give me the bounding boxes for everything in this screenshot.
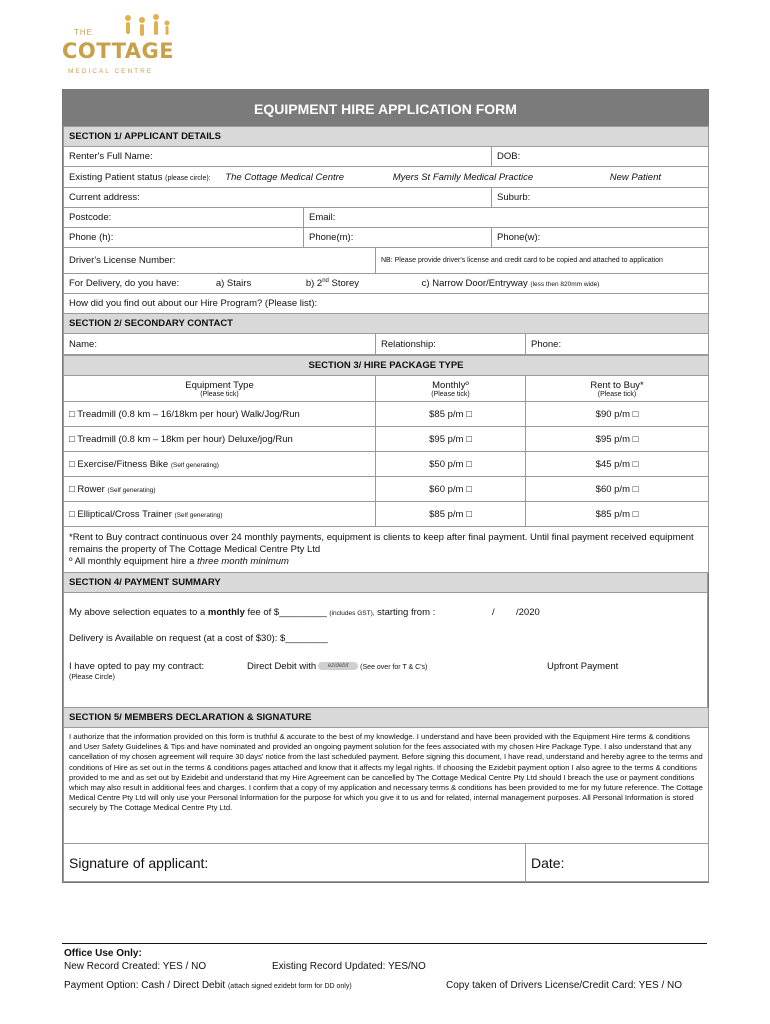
minimum-term-note	[69, 556, 703, 568]
rtb-option[interactable]: $95 p/m □	[526, 427, 709, 452]
narrow-door-note: (less then 820mm wide)	[530, 281, 600, 289]
option-second-storey[interactable]	[306, 278, 359, 289]
monthly-option[interactable]: $95 p/m □	[376, 427, 526, 452]
rtb-option[interactable]: $85 p/m □	[526, 502, 709, 527]
fee-text-a: My above selection equates to a	[69, 607, 208, 618]
new-record-field[interactable]: New Record Created: YES / NO	[64, 961, 207, 972]
office-use-section	[62, 943, 707, 991]
logo-the: THE	[74, 28, 93, 37]
phone-h-field[interactable]: Phone (h):	[64, 228, 304, 248]
tick-note-3: (Please tick)	[597, 390, 637, 398]
phone-m-field[interactable]: Phone(m):	[304, 228, 492, 248]
find-out-field[interactable]: How did you find out about our Hire Program? (Please list):	[64, 294, 709, 314]
equipment-option[interactable]	[64, 427, 376, 452]
monthly-option[interactable]: $50 p/m □	[376, 452, 526, 477]
table-row	[64, 452, 709, 477]
equipment-name: □ Exercise/Fitness Bike	[69, 458, 169, 470]
delivery-row	[64, 274, 709, 294]
equipment-type-label: Equipment Type	[185, 379, 254, 391]
patient-status-label: Existing Patient status	[69, 171, 163, 183]
rtb-option[interactable]: $90 p/m □	[526, 402, 709, 427]
section-4-table	[63, 573, 708, 708]
section-1-table	[63, 126, 709, 314]
signature-field[interactable]: Signature of applicant:	[64, 844, 526, 882]
license-note: NB: Please provide driver's license and credit card to be copied and attached to application	[376, 248, 709, 274]
section-3-table	[63, 355, 709, 573]
license-field[interactable]: Driver's License Number:	[64, 248, 376, 274]
equipment-name: □ Rower	[69, 483, 105, 495]
equipment-name: □ Elliptical/Cross Trainer	[69, 508, 172, 520]
equipment-option[interactable]	[64, 477, 376, 502]
payment-summary	[64, 593, 708, 708]
equipment-note: (Self generating)	[170, 461, 219, 469]
section-4-heading: SECTION 4/ PAYMENT SUMMARY	[64, 573, 708, 593]
rtb-option[interactable]: $45 p/m □	[526, 452, 709, 477]
date-field[interactable]: Date:	[526, 844, 709, 882]
delivery-cost-line[interactable]: Delivery is Available on request (at a cost of $30): $________	[69, 633, 328, 644]
equipment-option[interactable]	[64, 452, 376, 477]
option-myers[interactable]: Myers St Family Medical Practice	[392, 171, 534, 183]
storey-label: b) 2	[305, 278, 323, 290]
section-2-table	[63, 314, 709, 355]
table-row	[64, 477, 709, 502]
rent-to-buy-header	[526, 376, 709, 402]
table-row	[64, 402, 709, 427]
table-row	[64, 502, 709, 527]
storey-label-end: Storey	[328, 278, 360, 290]
fee-start-label: starting from :	[374, 607, 436, 618]
tick-note-1: (Please tick)	[200, 390, 239, 398]
tick-note-2: (Please tick)	[431, 390, 470, 398]
dob-field[interactable]: DOB:	[492, 147, 709, 167]
existing-record-field[interactable]: Existing Record Updated: YES/NO	[272, 961, 426, 972]
monthly-fee-line[interactable]	[69, 607, 435, 618]
family-figures-icon	[120, 14, 172, 40]
email-field[interactable]: Email:	[304, 208, 709, 228]
minimum-term-text: º All monthly equipment hire a	[69, 555, 198, 567]
ezidebit-logo: ezidebit	[318, 662, 358, 670]
phone-w-field[interactable]: Phone(w):	[492, 228, 709, 248]
equipment-option[interactable]	[64, 402, 376, 427]
please-circle-note: (please circle):	[165, 174, 211, 182]
option-new-patient[interactable]: New Patient	[609, 171, 662, 183]
full-name-field[interactable]: Renter's Full Name:	[64, 147, 492, 167]
option-narrow-door[interactable]: c) Narrow Door/Entryway	[421, 278, 528, 290]
suburb-field[interactable]: Suburb:	[492, 188, 709, 208]
rent-to-buy-note: *Rent to Buy contract continuous over 24 monthly payments, equipment is clients to keep after final payment. Until final payment received equipment remains the property of The Cottage Medical Centre Pty Ltd	[69, 531, 694, 555]
option-stairs[interactable]: a) Stairs	[215, 278, 252, 290]
contact-phone-field[interactable]: Phone:	[526, 334, 709, 355]
contact-relationship-field[interactable]: Relationship:	[376, 334, 526, 355]
section-3-heading: SECTION 3/ HIRE PACKAGE TYPE	[64, 356, 709, 376]
postcode-field[interactable]: Postcode:	[64, 208, 304, 228]
option-cottage[interactable]: The Cottage Medical Centre	[225, 171, 345, 183]
equipment-note: (Self generating)	[107, 486, 156, 494]
monthly-option[interactable]: $85 p/m □	[376, 502, 526, 527]
copy-taken-field[interactable]: Copy taken of Drivers License/Credit Card: YES / NO	[446, 980, 683, 991]
see-over-note: (See over for T & C's)	[360, 664, 428, 671]
equipment-name: □ Treadmill (0.8 km – 16/18km per hour) Walk/Jog/Run	[69, 408, 300, 420]
start-date-year[interactable]: /2020	[516, 607, 540, 618]
payment-opted-label: I have opted to pay my contract:	[69, 661, 205, 672]
logo-subtitle: MEDICAL CENTRE	[68, 68, 154, 75]
monthly-header	[376, 376, 526, 402]
equipment-type-header	[64, 376, 376, 402]
delivery-label: For Delivery, do you have:	[69, 278, 180, 290]
section-5-heading: SECTION 5/ MEMBERS DECLARATION & SIGNATURE	[64, 708, 709, 728]
section-5-table	[63, 708, 709, 882]
storey-sup: nd	[322, 277, 329, 284]
direct-debit-label: Direct Debit with	[247, 661, 317, 672]
rtb-option[interactable]: $60 p/m □	[526, 477, 709, 502]
address-field[interactable]: Current address:	[64, 188, 492, 208]
payment-please-circle: (Please Circle)	[69, 674, 115, 681]
equipment-note: (Self generating)	[174, 511, 223, 519]
payment-option-field[interactable]	[64, 980, 352, 991]
logo-name: COTTAGE	[62, 39, 175, 63]
rent-to-buy-label: Rent to Buy*	[590, 379, 644, 391]
section-2-heading: SECTION 2/ SECONDARY CONTACT	[64, 314, 709, 334]
monthly-label: Monthlyº	[432, 379, 469, 391]
start-date-slash: /	[492, 607, 495, 618]
option-upfront-payment[interactable]: Upfront Payment	[547, 661, 619, 672]
minimum-term-emphasis: three month minimum	[197, 555, 289, 567]
hire-notes	[64, 527, 709, 573]
option-direct-debit[interactable]	[247, 661, 427, 672]
equipment-name: □ Treadmill (0.8 km – 18km per hour) Deluxe/jog/Run	[69, 433, 293, 445]
payment-option-label: Payment Option: Cash / Direct Debit	[64, 980, 228, 991]
section-1-heading: SECTION 1/ APPLICANT DETAILS	[64, 127, 709, 147]
monthly-option[interactable]: $60 p/m □	[376, 477, 526, 502]
hire-application-form	[62, 89, 709, 883]
patient-status-row[interactable]	[64, 167, 709, 188]
fee-gst-note: (includes GST),	[329, 610, 375, 617]
monthly-option[interactable]: $85 p/m □	[376, 402, 526, 427]
payment-option-note: (attach signed ezidebt form for DD only)	[227, 983, 352, 990]
fee-text-amount: fee of $_________	[244, 607, 330, 618]
equipment-option[interactable]	[64, 502, 376, 527]
fee-text-monthly: monthly	[207, 607, 245, 618]
declaration-text: I authorize that the information provided on this form is truthful & accurate to the best of my knowledge. I understand and have been provided with the Equipment Hire terms & conditions and User Safety Guidelines & Tips and have nominated and provided an ongoing payment solution for the fees associated with my chosen Hire Package Type. I also understand that any cancellation of my chosen agreement will require 30 days' notice from the last scheduled payment. Before signing this document, I have read, understand and hereby agree to the terms and conditions of Hire as set out in the terms & conditions pages attached and know that it affects my legal rights. If choosing the Ezidebit payment option I also agree to the terms & conditions provided to me and as set out by Ezidebit and understand that my Hire Agreement can be cancelled by The Cottage Medical Centre Pty Ltd should I breach the use or payment conditions which may also result in additional fees and charges. I confirm that a copy of my application and necessary terms & conditions has been provided to me for my future reference. The Cottage Medical Centre Pty Ltd will only use your Personal Information for the purpose for which you give it to us and for related, internal management purposes. All Personal Information is stored securely by The Cottage Medical Centre Pty Ltd.	[64, 728, 709, 844]
form-title: EQUIPMENT HIRE APPLICATION FORM	[63, 90, 708, 126]
clinic-logo	[52, 4, 184, 86]
office-use-heading: Office Use Only:	[64, 948, 142, 959]
table-row	[64, 427, 709, 452]
contact-name-field[interactable]: Name:	[64, 334, 376, 355]
